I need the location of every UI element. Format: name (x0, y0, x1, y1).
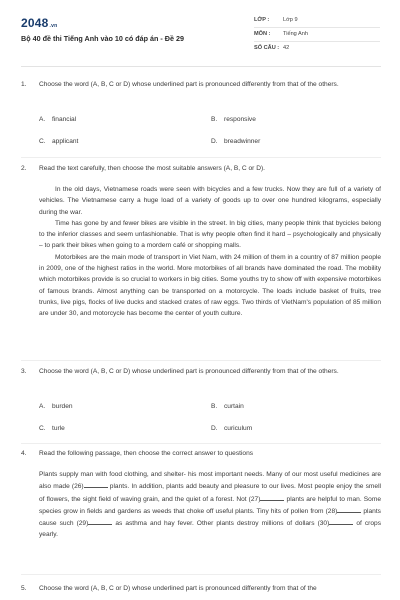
meta-divider (254, 41, 380, 42)
question-1: 1. Choose the word (A, B, C or D) whose underlined part is pronounced differently from that of the others. (21, 80, 383, 91)
question-text: Read the following passage, then choose the correct answer to questions (39, 450, 254, 457)
option-a[interactable]: A. burden (39, 403, 73, 410)
page-header (0, 0, 400, 60)
question-divider (21, 360, 381, 361)
question-text: Choose the word (A, B, C or D) whose underlined part is pronounced differently from that of the others. (39, 368, 339, 375)
question-5: 5. Choose the word (A, B, C or D) whose underlined part is pronounced differently from that of the (21, 584, 383, 596)
passage-paragraph: Motorbikes are the main mode of transport in Viet Nam, with 24 million of them in a country of 87 million people in 2009, one of the highest ratios in the world. More motorbikes of all brands have dominated the road. The mobility which motorbikes provide is so crucial to workers in big cities. Some youths try to show off with expensive motorbikes of famous brands. Almost anything can be transported on a motorcycle. The loads include basket of fruits, tree trunks, live pigs, flocks of live ducks and stacked crates of raw eggs. Two thirds of VietNam's population of 85 million are under 30, and motorcycle has become the center of youth culture. (39, 253, 381, 318)
question-divider (21, 443, 381, 444)
option-d[interactable]: D. curiculum (211, 425, 253, 432)
option-b[interactable]: B. responsive (211, 116, 256, 123)
question-text: Choose the word (A, B, C or D) whose underlined part is pronounced differently from that of the others. (39, 81, 339, 88)
header-divider (21, 66, 381, 67)
reading-passage (39, 184, 381, 320)
blank-30[interactable] (329, 517, 353, 525)
option-c[interactable]: C. applicant (39, 138, 79, 145)
blank-29[interactable] (88, 517, 112, 525)
question-4: 4. Read the following passage, then choose the correct answer to questions (21, 449, 383, 460)
option-d[interactable]: D. breadwinner (211, 138, 261, 145)
blank-28[interactable] (337, 505, 361, 513)
site-logo[interactable]: 2048.vn (21, 16, 58, 30)
passage-paragraph: Time has gone by and fewer bikes are visible in the street. In big cities, many people think that bycicles belong to the inferior classes and seem unfashionable. That is why people often find it hard – psychologically and physically – to park their bikes when going to a mordern café or shopping malls. (39, 219, 381, 250)
meta-class: LỚP : Lớp 9 (254, 17, 298, 23)
question-3: 3. Choose the word (A, B, C or D) whose underlined part is pronounced differently from that of the others. (21, 367, 383, 378)
question-text: Choose the word (A, B, C or D) whose underlined part is pronounced differently from that of the (39, 585, 317, 592)
question-divider (21, 574, 381, 575)
passage-paragraph: In the old days, Vietnamese roads were seen with bicycles and a few trucks. Now they are full of a variety of vehicles. The Vietnamese carry a huge load of a variety of goods up to over one hundred kilograms, especially during the war. (39, 186, 381, 216)
option-a[interactable]: A. financial (39, 116, 77, 123)
option-c[interactable]: C. turle (39, 425, 65, 432)
blank-26[interactable] (84, 480, 108, 488)
question-2: 2. Read the text carefully, then choose the most suitable answers (A, B, C or D). (21, 164, 383, 175)
blank-27[interactable] (260, 493, 284, 501)
meta-subject: MÔN : Tiếng Anh (254, 31, 308, 37)
cloze-passage: Plants supply man with food clothing, and shelter- his most important needs. Many of our most useful medicines are also made (26) plants. In addition, plants add beauty and pleasure to our lives. Most people enjoy the smell of flowers, the sight field of waving grain, and the quiet of a forest. Not (27) plants are helpful to man. Some species grow in fields and gardens as weeds that choke off useful plants. Tiny hits of pollen from (28) plants cause such (29) as asthma and hay fever. Other plants destroy millions of dollars (30) of crops yearly. (39, 471, 382, 539)
option-b[interactable]: B. curtain (211, 403, 244, 410)
question-divider (21, 157, 381, 158)
document-title: Bộ 40 đề thi Tiếng Anh vào 10 có đáp án - Đề 29 (21, 34, 184, 43)
meta-divider (254, 27, 380, 28)
question-text: Read the text carefully, then choose the most suitable answers (A, B, C or D). (39, 165, 265, 172)
meta-question-count: SỐ CÂU : 42 (254, 45, 290, 51)
